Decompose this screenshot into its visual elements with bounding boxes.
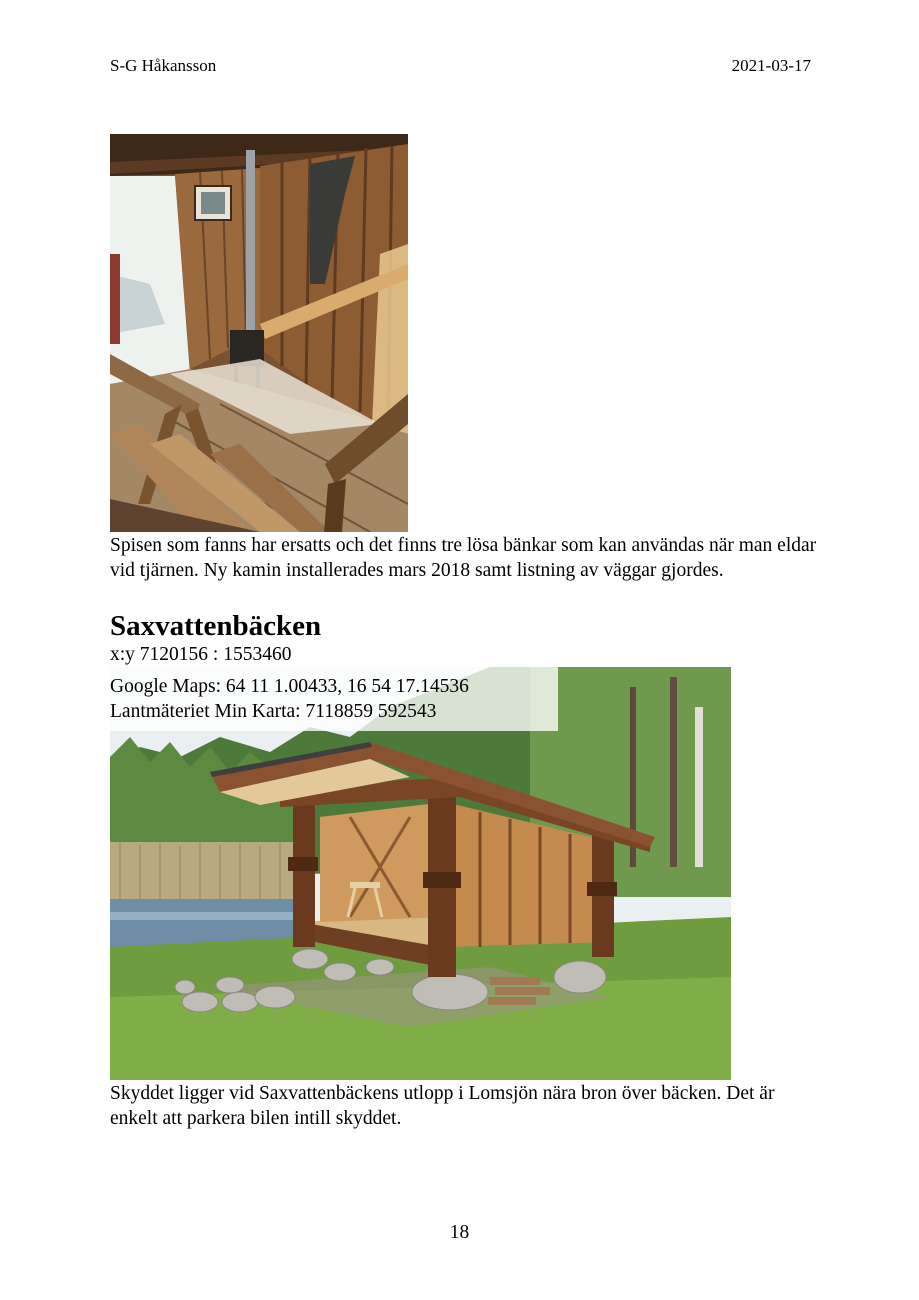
stove-caption: Spisen som fanns har ersatts och det finns tre lösa bänkar som kan användas när man eldar vid tjärnen. Ny kamin installerades mars 2018 samt listning av väggar gjordes.	[110, 535, 817, 581]
shelter-interior-photo	[110, 134, 408, 532]
shelter-caption: Skyddet ligger vid Saxvattenbäckens utlopp i Lomsjön nära bron över bäcken. Det är enkelt att parkera bilen intill skyddet.	[110, 1083, 775, 1129]
coordinates-xy: x:y 7120156 : 1553460	[110, 644, 292, 665]
header-author: S-G Håkansson	[110, 56, 217, 75]
lantmateriet-coords: Lantmäteriet Min Karta: 7118859 592543	[110, 701, 437, 722]
section-title: Saxvattenbäcken	[110, 610, 322, 642]
page-number: 18	[449, 1222, 470, 1243]
header-date: 2021-03-17	[731, 56, 811, 75]
google-maps-coords: Google Maps: 64 11 1.00433, 16 54 17.14536	[110, 676, 469, 697]
